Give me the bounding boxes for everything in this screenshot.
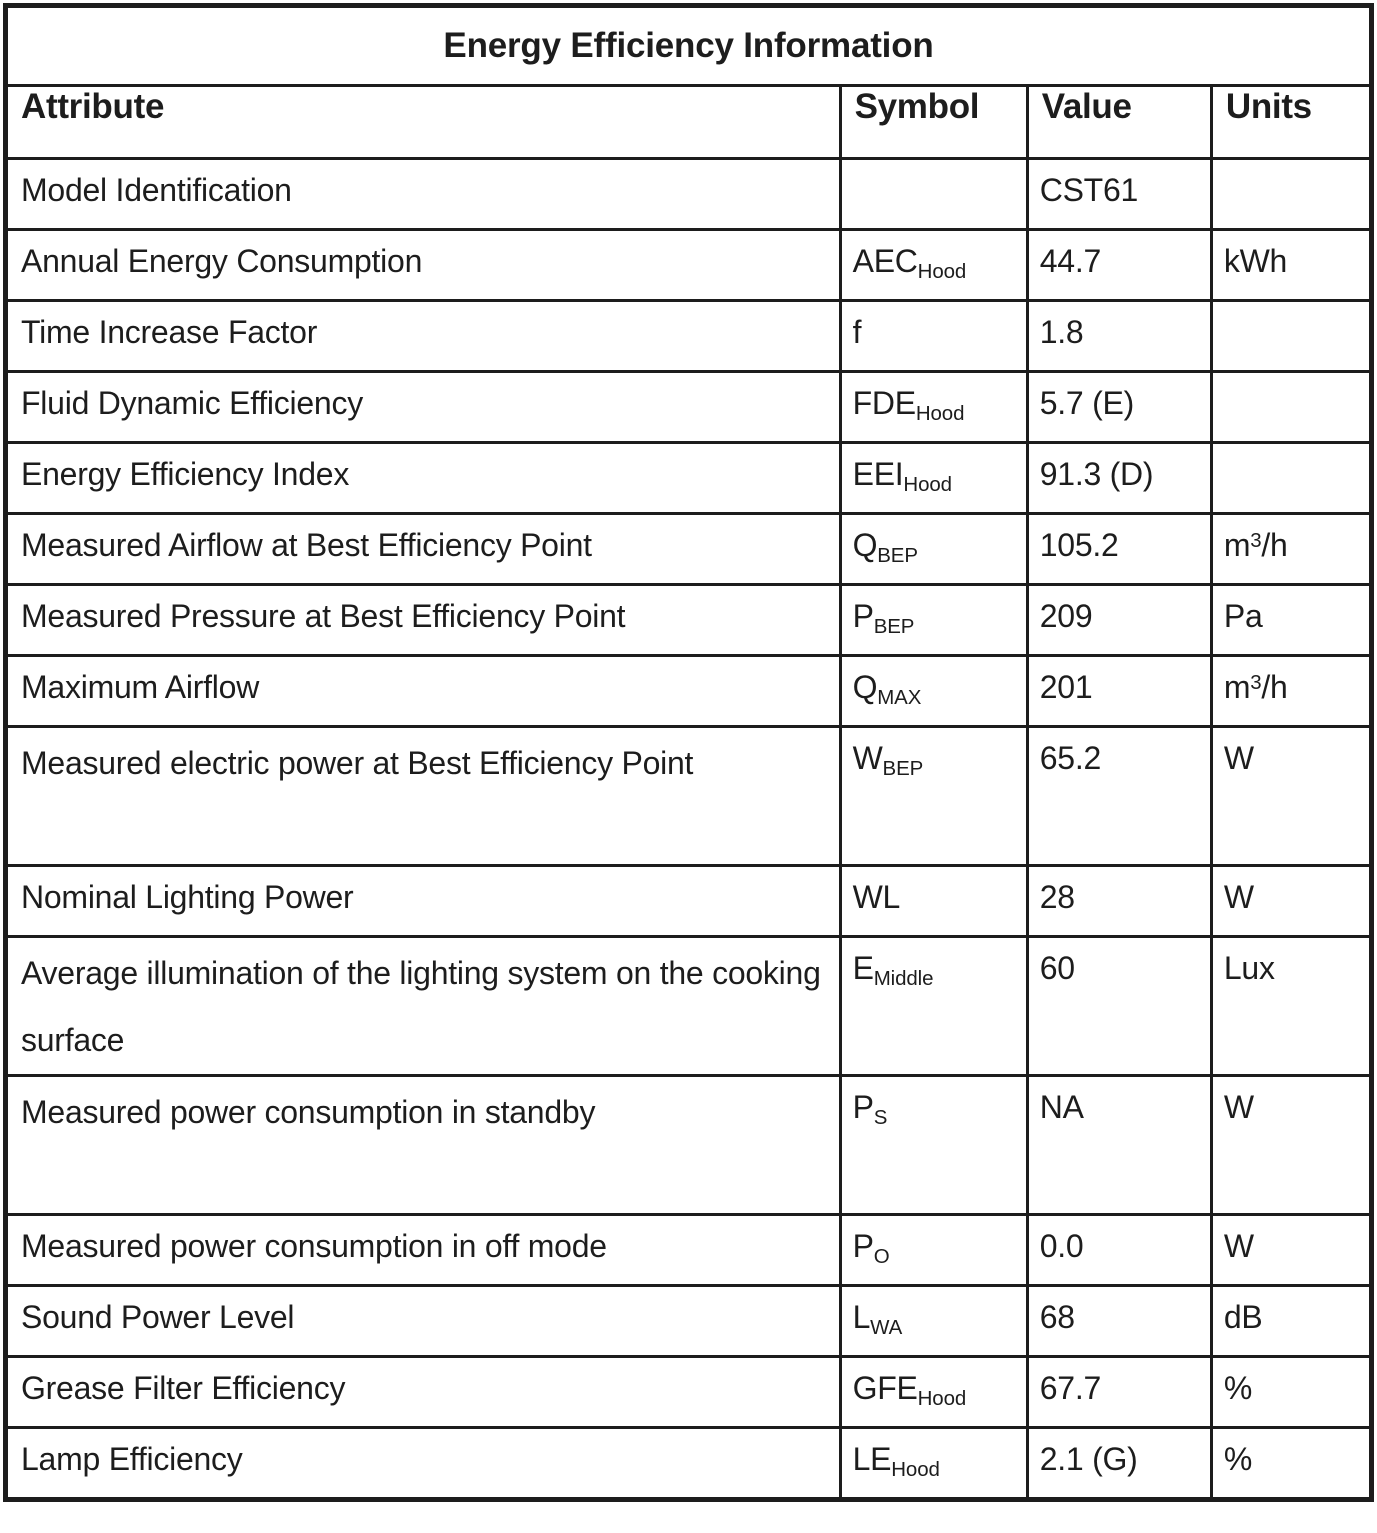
cell-value [1027,230,1211,301]
cell-attribute [6,1428,841,1500]
value-text: 5.7 (E) [1039,385,1134,421]
attribute-label: Sound Power Level [21,1299,295,1335]
cell-symbol [840,1286,1027,1357]
attribute-label: Measured Pressure at Best Efficiency Point [21,598,626,634]
symbol-subscript: BEP [873,615,915,639]
cell-units [1211,1076,1371,1215]
symbol-text: $P_O$ [852,1228,890,1269]
symbol-subscript: Hood [903,473,952,497]
units-text: $m^3/h$ [1223,669,1288,705]
symbol-text: $W_{BEP}$ [852,740,924,781]
table-row [6,1286,1372,1357]
units-text: dB [1223,1299,1263,1335]
table-row [6,937,1372,1076]
table-row [6,514,1372,585]
cell-units [1211,1428,1371,1500]
cell-units [1211,372,1371,443]
units-text: % [1223,1370,1253,1406]
value-text: 91.3 (D) [1039,456,1154,492]
table-title-row [6,6,1372,86]
value-text: 1.8 [1039,314,1084,350]
attribute-label: Grease Filter Efficiency [21,1370,346,1406]
cell-value [1027,1428,1211,1500]
cell-symbol [840,585,1027,656]
symbol-text: $L_{WA}$ [852,1299,903,1340]
cell-units [1211,866,1371,937]
attribute-label: Lamp Efficiency [21,1441,243,1477]
units-text [1213,444,1369,490]
units-text [1213,373,1369,419]
units-text: % [1223,1441,1253,1477]
cell-attribute [6,230,841,301]
value-text: 0.0 [1039,1228,1084,1264]
units-text [1213,160,1369,206]
cell-symbol [840,514,1027,585]
symbol-text: $AEC_{Hood}$ [852,243,967,284]
symbol-text: f [852,314,862,350]
symbol-subscript: BEP [882,757,924,781]
symbol-subscript: Hood [917,260,967,284]
symbol-subscript: Middle [873,967,934,991]
units-text: $m^3/h$ [1223,527,1288,563]
cell-value [1027,372,1211,443]
column-header-value: Value [1027,86,1211,159]
symbol-text: $Q_{BEP}$ [852,527,918,568]
cell-units [1211,514,1371,585]
units-text: Lux [1223,950,1275,986]
table-header-row [6,86,1372,159]
units-text: W [1223,879,1254,915]
cell-units [1211,443,1371,514]
cell-value [1027,1357,1211,1428]
cell-attribute [6,372,841,443]
cell-symbol [840,159,1027,230]
symbol-text: $P_S$ [852,1089,888,1130]
table-title-cell [6,6,1372,86]
cell-symbol [840,372,1027,443]
table-row [6,159,1372,230]
units-text: W [1223,740,1254,776]
cell-symbol [840,301,1027,372]
cell-value [1027,514,1211,585]
cell-value [1027,443,1211,514]
cell-symbol [840,727,1027,866]
cell-symbol [840,1215,1027,1286]
value-text: 65.2 [1039,740,1101,776]
cell-attribute [6,585,841,656]
units-text [1213,302,1369,348]
cell-value [1027,159,1211,230]
symbol-text: $Q_{MAX}$ [852,669,922,710]
symbol-subscript: MAX [877,686,922,710]
cell-value [1027,301,1211,372]
symbol-subscript: Hood [915,402,965,426]
units-superscript: 3 [1250,528,1262,552]
attribute-label: Maximum Airflow [21,669,260,705]
value-text: 2.1 (G) [1039,1441,1138,1477]
cell-units [1211,1286,1371,1357]
cell-attribute [6,1286,841,1357]
symbol-text: $FDE_{Hood}$ [852,385,965,426]
cell-attribute [6,1215,841,1286]
value-text: CST61 [1039,172,1139,208]
cell-symbol [840,443,1027,514]
units-text: Pa [1223,598,1263,634]
attribute-label: Energy Efficiency Index [21,456,350,492]
table-row [6,230,1372,301]
cell-attribute [6,301,841,372]
value-text: 105.2 [1039,527,1119,563]
cell-attribute [6,727,841,866]
symbol-text: $P_{BEP}$ [852,598,915,639]
attribute-label: Fluid Dynamic Efficiency [21,385,363,421]
table-row [6,585,1372,656]
table-row [6,1215,1372,1286]
value-text: 68 [1039,1299,1075,1335]
attribute-label: Time Increase Factor [21,314,318,350]
table-row [6,727,1372,866]
value-text: NA [1039,1089,1084,1125]
attribute-label: Measured power consumption in off mode [21,1228,607,1264]
cell-value [1027,585,1211,656]
table-row [6,372,1372,443]
symbol-text: $EEI_{Hood}$ [852,456,952,497]
cell-symbol [840,1428,1027,1500]
value-text: 44.7 [1039,243,1101,279]
value-text: 67.7 [1039,1370,1101,1406]
value-text: 209 [1039,598,1093,634]
energy-label-sheet [0,3,1377,1533]
cell-value [1027,866,1211,937]
cell-symbol [840,656,1027,727]
cell-symbol [840,1357,1027,1428]
cell-attribute [6,1357,841,1428]
value-text: 201 [1039,669,1093,705]
symbol-text: WL [852,879,901,915]
attribute-label: Measured Airflow at Best Efficiency Point [21,527,592,563]
attribute-label: Measured electric power at Best Efficiency Point [21,745,694,781]
cell-attribute [6,443,841,514]
table-row [6,656,1372,727]
cell-units [1211,159,1371,230]
attribute-label: Measured power consumption in standby [21,1094,596,1130]
cell-symbol [840,230,1027,301]
page-title: Energy Efficiency Information [443,26,934,65]
cell-symbol [840,866,1027,937]
symbol-text: $E_{Middle}$ [852,950,934,991]
symbol-subscript: O [873,1245,890,1269]
cell-units [1211,1357,1371,1428]
cell-symbol [840,1076,1027,1215]
units-text: W [1223,1228,1254,1264]
table-row [6,443,1372,514]
cell-attribute [6,1076,841,1215]
symbol-subscript: WA [870,1316,903,1340]
cell-symbol [840,937,1027,1076]
units-text: kWh [1223,243,1288,279]
cell-attribute [6,656,841,727]
cell-attribute [6,514,841,585]
cell-value [1027,656,1211,727]
cell-value [1027,937,1211,1076]
cell-units [1211,301,1371,372]
value-text: 28 [1039,879,1075,915]
attribute-label: Model Identification [21,172,292,208]
cell-value [1027,1215,1211,1286]
symbol-subscript: Hood [917,1387,967,1411]
cell-attribute [6,159,841,230]
symbol-subscript: S [873,1106,888,1130]
column-header-symbol: Symbol [840,86,1027,159]
table-row [6,301,1372,372]
cell-units [1211,937,1371,1076]
symbol-text: $GFE_{Hood}$ [852,1370,967,1411]
cell-units [1211,230,1371,301]
column-header-attribute: Attribute [6,86,841,159]
symbol-subscript: BEP [877,544,918,568]
cell-units [1211,1215,1371,1286]
cell-units [1211,656,1371,727]
attribute-label: Average illumination of the lighting system on the cooking surface [21,955,821,1058]
symbol-text: $LE_{Hood}$ [852,1441,940,1482]
units-superscript: 3 [1250,670,1262,694]
cell-attribute [6,866,841,937]
cell-value [1027,727,1211,866]
symbol-text [842,160,1026,206]
cell-value [1027,1076,1211,1215]
cell-units [1211,585,1371,656]
cell-units [1211,727,1371,866]
value-text: 60 [1039,950,1075,986]
table-row [6,866,1372,937]
table-row [6,1357,1372,1428]
units-text: W [1223,1089,1254,1125]
table-row [6,1076,1372,1215]
column-header-units: Units [1211,86,1371,159]
symbol-subscript: Hood [891,1458,940,1482]
attribute-label: Annual Energy Consumption [21,243,423,279]
energy-efficiency-table [3,3,1374,1502]
attribute-label: Nominal Lighting Power [21,879,354,915]
cell-value [1027,1286,1211,1357]
cell-attribute [6,937,841,1076]
table-row [6,1428,1372,1500]
